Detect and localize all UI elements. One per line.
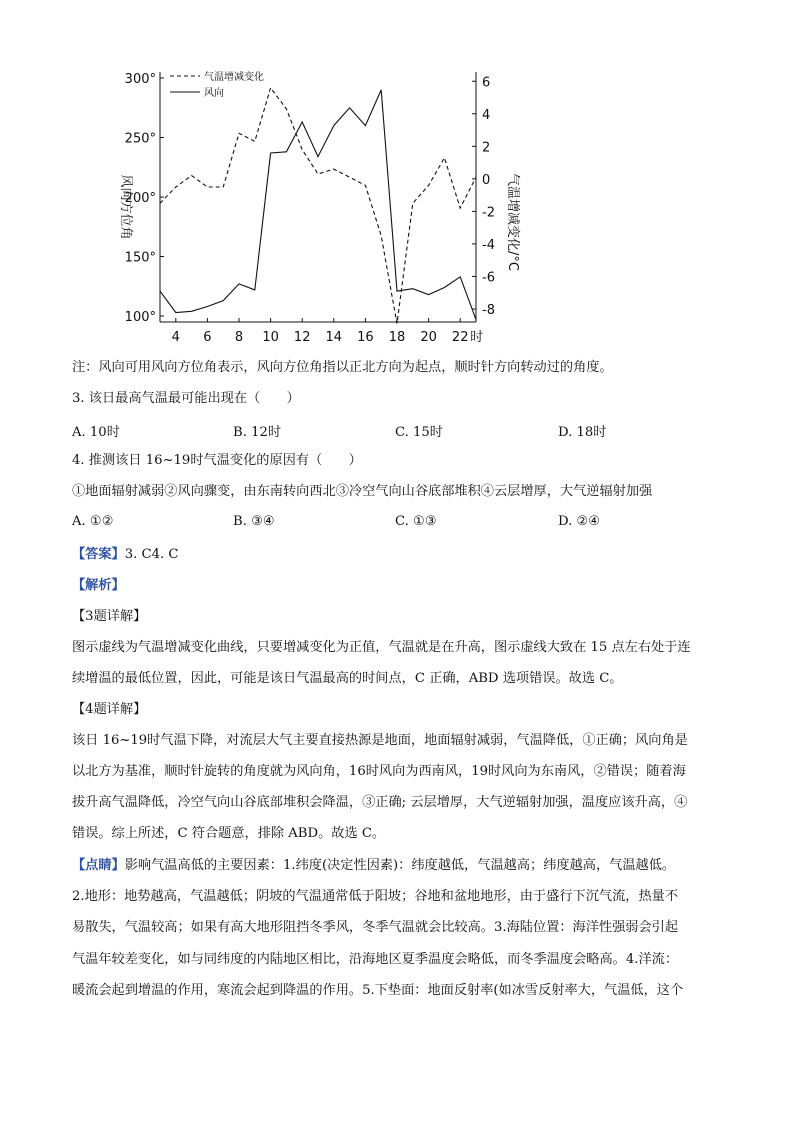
answer-line bbox=[72, 545, 732, 565]
y-right-tick-label: -2 bbox=[482, 205, 495, 221]
x-tick-label: 18 bbox=[388, 330, 406, 345]
detail-4-line: 错误。综上所述，C 符合题意，排除 ABD。故选 C。 bbox=[72, 826, 386, 841]
question-4-statement: ①地面辐射减弱②风向骤变，由东南转向西北③冷空气向山谷底部堆积④云层增厚，大气逆辐射加强 bbox=[72, 484, 653, 499]
y-right-tick-label: 0 bbox=[482, 172, 491, 188]
chart-axes bbox=[160, 72, 476, 322]
legend-label: 风向 bbox=[204, 88, 224, 99]
x-tick-label: 14 bbox=[325, 330, 343, 345]
chart-series bbox=[160, 88, 476, 324]
x-tick-label: 20 bbox=[420, 330, 437, 345]
tip-line: 易散失，气温较高；如果有高大地形阻挡冬季风，冬季气温就会比较高。3.海陆位置：海洋性强弱会引起 bbox=[72, 920, 679, 935]
x-tick-label: 16 bbox=[357, 330, 374, 345]
x-tick-label: 4 bbox=[171, 330, 180, 345]
q3-option-d[interactable]: D. 18时 bbox=[558, 425, 607, 440]
chart-legend bbox=[170, 70, 264, 99]
temperature-change-line bbox=[160, 88, 476, 324]
detail-3-line: 续增温的最低位置，因此，可能是该日气温最高的时间点，C 正确，ABD 选项错误。故选 C。 bbox=[72, 671, 623, 686]
tip-line: 暖流会起到增温的作用，寒流会起到降温的作用。5.下垫面：地面反射率(如冰雪反射率大，气温低，这个 bbox=[72, 983, 684, 998]
q4-option-d[interactable]: D. ②④ bbox=[558, 514, 601, 529]
wind-direction-line bbox=[160, 90, 476, 320]
y-right-tick-label: 2 bbox=[482, 140, 491, 156]
y-right-tick-label: -4 bbox=[482, 237, 495, 253]
q4-option-b[interactable]: B. ③④ bbox=[233, 514, 275, 529]
detail-3-line: 图示虚线为气温增减变化曲线，只要增减变化为正值，气温就是在升高，图示虚线大致在 15 点左右处于连 bbox=[72, 640, 691, 655]
answer-text: 3. C4. C bbox=[124, 547, 179, 562]
tip-first-line bbox=[72, 856, 732, 876]
x-tick-label: 22 bbox=[451, 330, 469, 345]
x-tick-label: 6 bbox=[203, 330, 212, 345]
detail-4-tag: 【4题详解】 bbox=[72, 702, 147, 717]
y-axis-right-label: 气温增减变化/°C bbox=[505, 173, 520, 271]
answer-tag: 【答案】 bbox=[72, 547, 125, 562]
question-3-stem: 3. 该日最高气温最可能出现在（ ） bbox=[72, 391, 300, 406]
tip-tag: 【点睛】 bbox=[72, 858, 125, 873]
question-4-stem: 4. 推测该日 16~19时气温变化的原因有（ ） bbox=[72, 453, 362, 468]
q4-option-a[interactable]: A. ①② bbox=[72, 514, 114, 529]
tip-line: 气温年较差变化，如与同纬度的内陆地区相比，沿海地区夏季温度会略低，而冬季温度会略高。4.洋流： bbox=[72, 952, 679, 967]
x-tick-label: 12 bbox=[293, 330, 311, 345]
y-left-tick-label: 100° bbox=[124, 310, 156, 326]
q4-option-c[interactable]: C. ①③ bbox=[395, 514, 437, 529]
detail-3-tag: 【3题详解】 bbox=[72, 609, 147, 624]
wind-temperature-chart bbox=[100, 66, 520, 348]
q3-option-a[interactable]: A. 10时 bbox=[72, 425, 120, 440]
legend-label: 气温增减变化 bbox=[204, 72, 264, 83]
y-left-tick-label: 250° bbox=[124, 131, 156, 147]
chart-ticks bbox=[125, 72, 495, 345]
y-left-tick-label: 150° bbox=[124, 250, 156, 266]
y-right-tick-label: -6 bbox=[482, 270, 495, 286]
y-right-tick-label: 6 bbox=[482, 75, 491, 91]
y-axis-left-label: 风向方位角 bbox=[118, 174, 133, 240]
q3-option-b[interactable]: B. 12时 bbox=[233, 425, 282, 440]
tip-text: 影响气温高低的主要因素：1.纬度(决定性因素)：纬度越低，气温越高；纬度越高，气温越低。 bbox=[124, 858, 676, 873]
detail-4-line: 该日 16~19时气温下降，对流层大气主要直接热源是地面，地面辐射减弱，气温降低，①正确；风向角是 bbox=[72, 733, 688, 748]
y-left-tick-label: 300° bbox=[124, 72, 156, 87]
y-left-tick-label: 200° bbox=[124, 191, 156, 207]
x-tick-label: 8 bbox=[234, 330, 244, 345]
y-right-tick-label: 4 bbox=[482, 107, 491, 123]
tip-line: 2.地形：地势越高，气温越低；阴坡的气温通常低于阳坡；谷地和盆地地形，由于盛行下沉气流，热量不 bbox=[72, 889, 679, 904]
y-right-tick-label: -8 bbox=[482, 302, 495, 318]
analysis-tag: 【解析】 bbox=[72, 578, 125, 593]
q3-option-c[interactable]: C. 15时 bbox=[395, 425, 443, 440]
x-tick-label: 10 bbox=[262, 330, 279, 345]
x-axis-label: 时 bbox=[470, 330, 484, 345]
detail-4-line: 以北方为基准，顺时针旋转的角度就为风向角，16时风向为西南风，19时风向为东南风，②错误；随着海 bbox=[72, 764, 686, 779]
detail-4-line: 拔升高气温降低，冷空气向山谷底部堆积会降温，③正确; 云层增厚，大气逆辐射加强，温度应该升高，④ bbox=[72, 795, 688, 810]
chart-note: 注：风向可用风向方位角表示，风向方位角指以正北方向为起点，顺时针方向转动过的角度。 bbox=[72, 360, 613, 375]
